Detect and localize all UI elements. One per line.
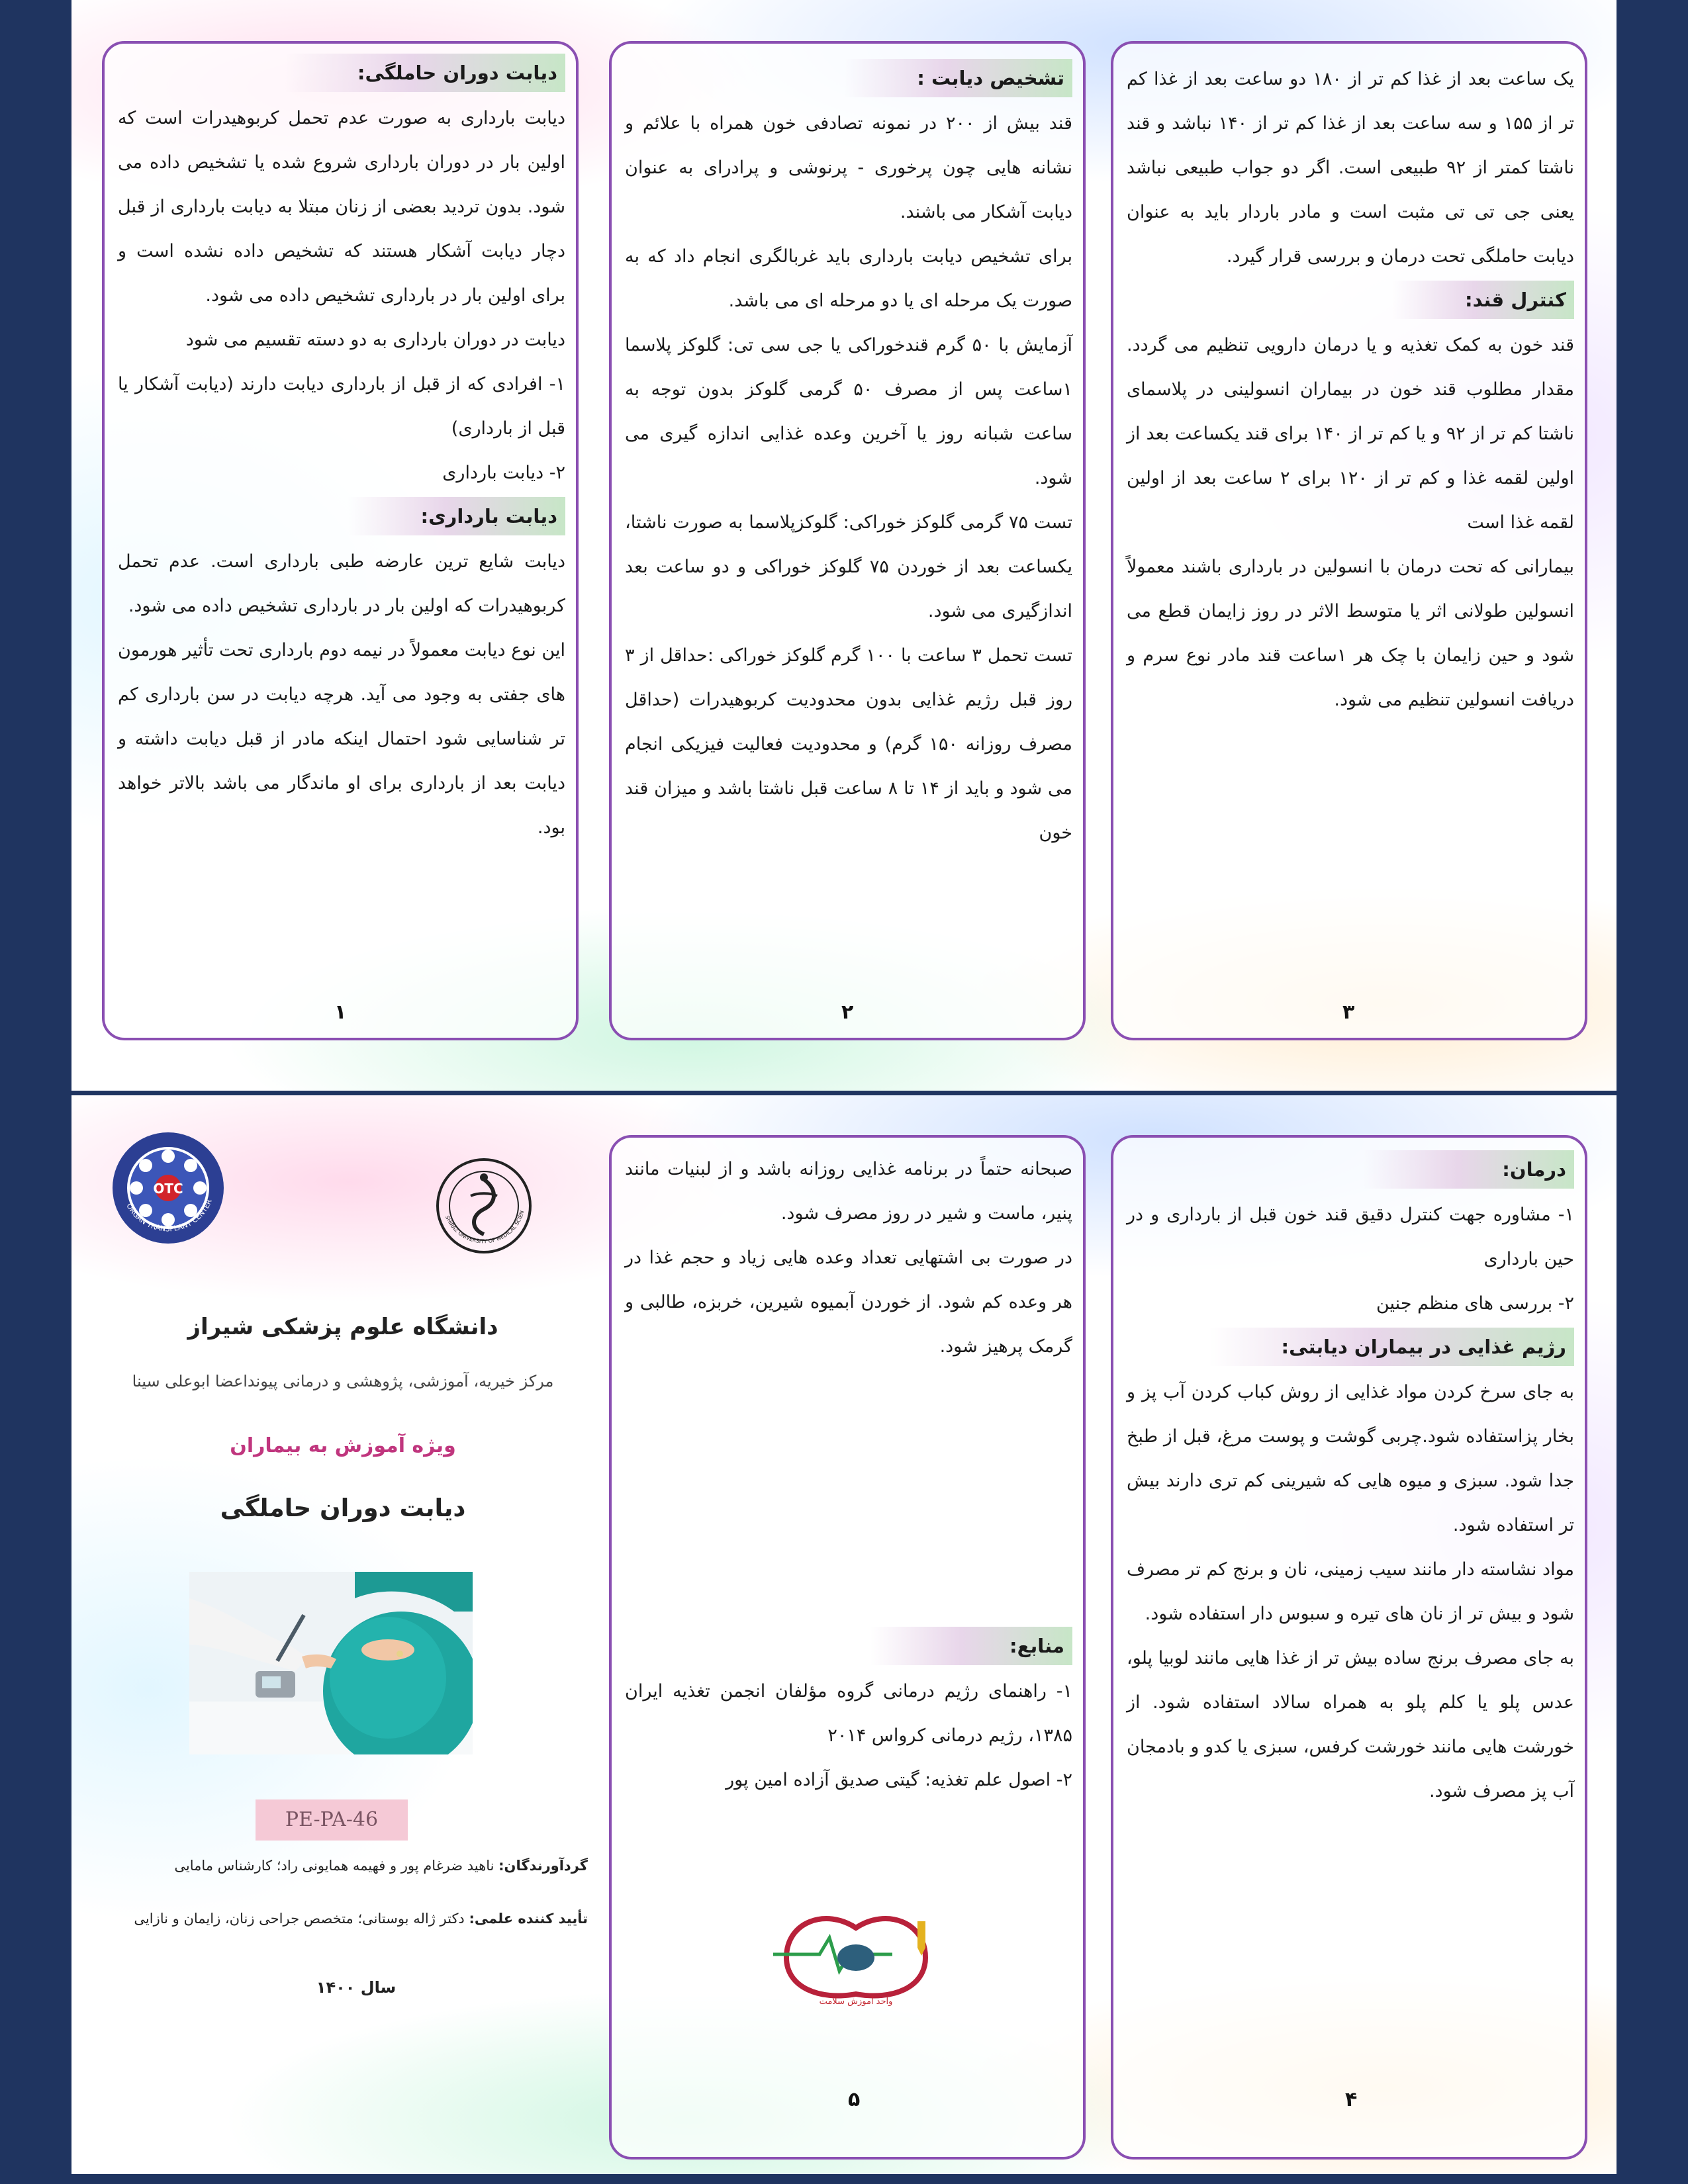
approver-label: تأیید کننده علمی: — [469, 1911, 588, 1927]
panel-1-paragraph: دیابت شایع ترین عارضه طبی بارداری است. عدم تحمل کربوهیدرات که اولین بار در بارداری تشخیص داده می شود. — [118, 551, 565, 616]
panel-2-paragraph: تست تحمل ۳ ساعت با ۱۰۰ گرم گلوکز خوراکی :حداقل از ۳ روز قبل رژیم غذایی بدون محدودیت کربوهیدرات (حداقل مصرف روزانه ۱۵۰ گرم) و محدودیت فعالیت فیزیکی انجام می شود و باید از ۱۴ تا ۸ ساعت قبل ناشتا باشد و میزان قند خون — [625, 645, 1073, 843]
panel-3-heading: کنترل قند: — [1392, 281, 1574, 319]
university-logo-caption: SHIRAZ UNIVERSITY OF MEDICAL SCIEN — [444, 1210, 526, 1245]
compilers-names: ناهید ضرغام پور و فهیمه همایونی راد؛ کارشناس مامایی — [174, 1858, 494, 1874]
panel-4-text — [1127, 1148, 1574, 1813]
pregnancy-glucose-test-image — [189, 1572, 473, 1754]
panel-4-paragraph: ۱- مشاوره جهت کنترل دقیق قند خون قبل از بارداری و در حین بارداری — [1127, 1205, 1574, 1269]
panel-3-paragraph: بیمارانی که تحت درمان با انسولین در بارداری باشند معمولاً انسولین طولانی اثر یا متوسط الاثر در روز زایمان قطع می شود و حین زایمان با چک هر ۱ساعت قند مادر نوع سرم و دریافت انسولین تنظیم می شود. — [1127, 557, 1574, 710]
panel-1-heading: دیابت دوران حاملگی: — [285, 54, 565, 92]
organ-transplant-logo-icon — [110, 1130, 226, 1246]
panel-4-paragraph: مواد نشاسته دار مانند سیب زمینی، نان و برنج کم تر مصرف شود و بیش تر از نان های تیره و سبوس دار استفاده شود. — [1127, 1559, 1574, 1624]
panel-1-paragraph: دیابت در دوران بارداری به دو دسته تقسیم می شود — [185, 330, 565, 350]
document-code: PE-PA-46 — [285, 1808, 379, 1831]
page-number-3: ۳ — [1342, 1001, 1355, 1024]
panel-5-sources — [625, 1625, 1072, 1802]
apple-heartbeat-logo-icon — [767, 1908, 945, 2007]
compilers-label: گردآورندگان: — [498, 1858, 588, 1874]
shiraz-university-logo — [434, 1156, 534, 1255]
source-item: ۱- راهنمای رژیم درمانی گروه مؤلفان انجمن تغذیه ایران ۱۳۸۵، رژیم درمانی کرواس ۲۰۱۴ — [625, 1681, 1072, 1746]
approver-line — [98, 1911, 588, 1927]
page-number-5: ۵ — [848, 2088, 861, 2111]
panel-2-paragraph: آزمایش با ۵۰ گرم قندخوراکی یا جی سی تی: گلوکز پلاسما ۱ساعت پس از مصرف ۵۰ گرمی گلوکز بدون توجه به ساعت شبانه روز یا آخرین وعده غذایی اندازه گیری می شود. — [625, 335, 1073, 488]
panel-1-paragraph: این نوع دیابت معمولاً در نیمه دوم بارداری تحت تأثیر هورمون های جفتی به وجود می آید. هرچه دیابت در سن بارداری کم تر شناسایی شود احتمال اینکه مادر از قبل دیابت داشته و دیابت بعد از بارداری برای او ماندگار می باشد بالاتر خواهد بود. — [118, 640, 565, 838]
health-education-logo — [767, 1908, 945, 2007]
panel-4-paragraph: به جای مصرف برنج ساده بیش تر از غذا هایی مانند لوبیا پلو، عدس پلو یا کلم پلو به همراه سالاد استفاده شود. از خورشت هایی مانند خورشت کرفس، سبزی یا کدو و بادمجان آب پز مصرف شود. — [1127, 1648, 1574, 1801]
publication-year: سال ۱۴۰۰ — [316, 1978, 397, 1997]
panel-5-paragraph: صبحانه حتماً در برنامه غذایی روزانه باشد و از لبنیات مانند پنیر، ماست و شیر در روز مصرف شود. — [625, 1159, 1072, 1224]
panel-1-paragraph: ۱- افرادی که از قبل از بارداری دیابت دارند (دیابت آشکار یا قبل از بارداری) — [118, 374, 565, 439]
panel-1-text — [118, 52, 565, 850]
cover-title: دیابت دوران حاملگی — [220, 1494, 466, 1522]
cover-subtitle: ویژه آموزش به بیماران — [230, 1434, 456, 1457]
university-emblem-icon — [434, 1156, 534, 1255]
panel-2-paragraph: تست ۷۵ گرمی گلوکز خوراکی: گلوکزپلاسما به صورت ناشتا، یکساعت بعد از خوردن ۷۵ گلوکز خوراکی و دو ساعت بعد اندازگیری می شود. — [625, 512, 1072, 621]
page-number-2: ۲ — [841, 1001, 854, 1024]
panel-2-heading: تشخیص دیابت : — [844, 59, 1072, 97]
cover-photo — [189, 1572, 473, 1754]
health-logo-caption: واحد آموزش سلامت — [819, 1997, 893, 2007]
compilers-line — [98, 1858, 588, 1874]
panel-2-paragraph: قند بیش از ۲۰۰ در نمونه تصادفی خون همراه با علائم و نشانه هایی چون پرخوری - پرنوشی و پرادرای به عنوان دیابت آشکار می باشند. — [625, 113, 1072, 222]
panel-5-paragraph: در صورت بی اشتهایی تعداد وعده هایی زیاد و حجم غذا در هر وعده کم شود. از خوردن آبمیوه شیرین، خربزه، طالبی و گرمک پرهیز شود. — [625, 1248, 1072, 1357]
panel-4-heading-2: رژیم غذایی در بیماران دیابتی: — [1209, 1328, 1574, 1366]
sources-heading: منابع: — [870, 1627, 1072, 1665]
panel-4-paragraph: ۲- بررسی های منظم جنین — [1376, 1293, 1574, 1314]
panel-2-paragraph: برای تشخیص دیابت بارداری باید غربالگری انجام داد که به صورت یک مرحله ای یا دو مرحله ای می باشد. — [625, 246, 1072, 311]
document-code-badge — [256, 1799, 408, 1841]
organ-transplant-logo — [110, 1130, 226, 1246]
transplant-logo-caption: ORGAN TRANSPLANT CENTER — [124, 1198, 214, 1234]
panel-3-paragraph: قند خون به کمک تغذیه و یا درمان دارویی تنظیم می گردد. مقدار مطلوب قند خون در بیماران انسولینی در پلاسمای ناشتا کم تر از ۹۲ و یا کم تر از ۱۴۰ برای قند یکساعت بعد از اولین لقمه غذا و کم تر از ۱۲۰ برای ۲ ساعت بعد از اولین لقمه غذا است — [1127, 335, 1574, 533]
panel-1-paragraph: دیابت بارداری به صورت عدم تحمل کربوهیدرات است که اولین بار در دوران بارداری شروع شده یا تشخیص داده می شود. بدون تردید بعضی از زنان مبتلا به دیابت بارداری از قبل دچار دیابت آشکار هستند که تشخیص داده نشده است و برای اولین بار در بارداری تشخیص داده می شود. — [118, 108, 565, 306]
panel-2-text — [625, 57, 1072, 855]
panel-1-paragraph: ۲- دیابت بارداری — [442, 463, 565, 483]
panel-3-text — [1127, 57, 1574, 722]
svg-text:OTC: OTC — [153, 1181, 183, 1197]
panel-4-heading: درمان: — [1363, 1150, 1574, 1189]
panel-1-heading-2: دیابت بارداری: — [348, 497, 565, 535]
brochure-outer-side — [71, 0, 1617, 1091]
cover-university-name: دانشگاه علوم پزشکی شیراز — [187, 1314, 498, 1340]
brochure-inner-side — [71, 1095, 1617, 2174]
page-number-1: ۱ — [334, 1001, 347, 1024]
cover-center-name: مرکز خیریه، آموزشی، پژوهشی و درمانی پیونداعضا ابوعلی سینا — [132, 1372, 554, 1390]
page-number-4: ۴ — [1345, 2088, 1358, 2111]
panel-3-paragraph: یک ساعت بعد از غذا کم تر از ۱۸۰ دو ساعت بعد از غذا کم تر از ۱۵۵ و سه ساعت بعد از غذا کم تر از ۱۴۰ نباشد و قند ناشتا کمتر از ۹۲ طبیعی است. اگر دو جواب طبیعی نباشد یعنی جی تی تی مثبت است و مادر باردار باید به عنوان دیابت حاملگی تحت درمان و بررسی قرار گیرد. — [1127, 69, 1574, 267]
source-item: ۲- اصول علم تغذیه: گیتی صدیق آزاده امین پور — [726, 1770, 1072, 1790]
panel-4-paragraph: به جای سرخ کردن مواد غذایی از روش کباب کردن آب پز و بخار پزاستفاده شود.چربی گوشت و پوست مرغ، قبل از طبخ جدا شود. سبزی و میوه هایی که شیرینی کم تری دارند بیش تر استفاده شود. — [1127, 1382, 1574, 1535]
approver-name: دکتر ژاله بوستانی؛ متخصص جراحی زنان، زایمان و نازایی — [134, 1911, 465, 1927]
panel-5-text — [625, 1147, 1072, 1369]
